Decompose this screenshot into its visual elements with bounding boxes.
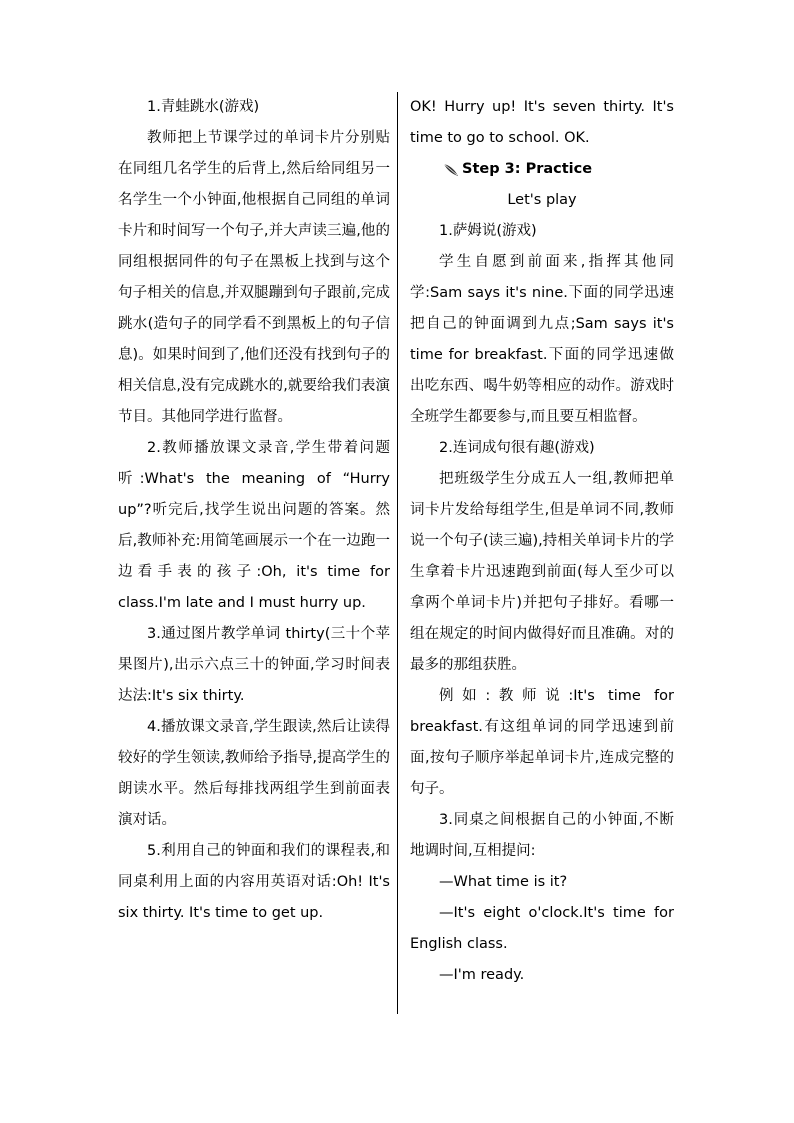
paragraph-step-2: 2.教师播放课文录音,学生带着问题听:What's the meaning of “Hurry up”?听完后,找学生说出问题的答案。然后,教师补充:用简笔画展示一个在一边跑一边看手表的孩子:Oh, it's time for class.I'm late and I must hurry up. xyxy=(118,440,390,611)
leaf-icon xyxy=(442,162,460,178)
paragraph-step-5: 5.利用自己的钟面和我们的课程表,和同桌利用上面的内容用英语对话:Oh! It's six thirty. It's time to get up. xyxy=(118,843,390,921)
right-column xyxy=(410,92,674,991)
paragraph-game-1-body: 教师把上节课学过的单词卡片分别贴在同组几名学生的后背上,然后给同组另一名学生一个小钟面,他根据自己同组的单词卡片和时间写一个句子,并大声读三遍,他的同组根据同件的句子在黑板上找到与这个句子相关的信息,并双腿蹦到句子跟前,完成跳水(造句子的同学看不到黑板上的句子信息)。如果时间到了,他们还没有找到句子的相关信息,没有完成跳水的,就要给我们表演节目。其他同学进行监督。 xyxy=(118,130,390,425)
dialogue-line-2: —It's eight o'clock.It's time for English class. xyxy=(410,905,674,952)
section-heading-text: Step 3: Practice xyxy=(462,161,593,177)
paragraph-example: 例如:教师说:It's time for breakfast.有这组单词的同学迅速到前面,按句子顺序举起单词卡片,连成完整的句子。 xyxy=(410,688,674,797)
dialogue-line-1: —What time is it? xyxy=(439,874,568,890)
section-heading xyxy=(410,154,674,185)
paragraph-step-pairs: 3.同桌之间根据自己的小钟面,不断地调时间,互相提问: xyxy=(410,812,674,859)
column-divider xyxy=(397,92,398,1014)
paragraph-continuation: OK! Hurry up! It's seven thirty. It's time to go to school. OK. xyxy=(410,99,674,146)
paragraph-game-simon-body: 学生自愿到前面来,指挥其他同学:Sam says it's nine.下面的同学迅速把自己的钟面调到九点;Sam says it's time for breakfast.下面的同学迅速做出吃东西、喝牛奶等相应的动作。游戏时全班学生都要参与,而且要互相监督。 xyxy=(410,254,674,425)
paragraph-game-sentence-title: 2.连词成句很有趣(游戏) xyxy=(439,440,595,456)
subheading: Let's play xyxy=(507,192,577,208)
paragraph-game-sentence-body: 把班级学生分成五人一组,教师把单词卡片发给每组学生,但是单词不同,教师说一个句子(读三遍),持相关单词卡片的学生拿着卡片迅速跑到前面(每人至少可以拿两个单词卡片)并把句子排好。看哪一组在规定的时间内做得好而且准确。对的最多的那组获胜。 xyxy=(410,471,674,673)
paragraph-step-3: 3.通过图片教学单词 thirty(三十个苹果图片),出示六点三十的钟面,学习时间表达法:It's six thirty. xyxy=(118,626,390,704)
paragraph-game-simon-title: 1.萨姆说(游戏) xyxy=(439,223,537,239)
left-column xyxy=(118,92,390,929)
paragraph-game-1-title: 1.青蛙跳水(游戏) xyxy=(147,99,260,115)
paragraph-step-4: 4.播放课文录音,学生跟读,然后让读得较好的学生领读,教师给予指导,提高学生的朗读水平。然后每排找两组学生到前面表演对话。 xyxy=(118,719,390,828)
dialogue-line-3: —I'm ready. xyxy=(439,967,525,983)
